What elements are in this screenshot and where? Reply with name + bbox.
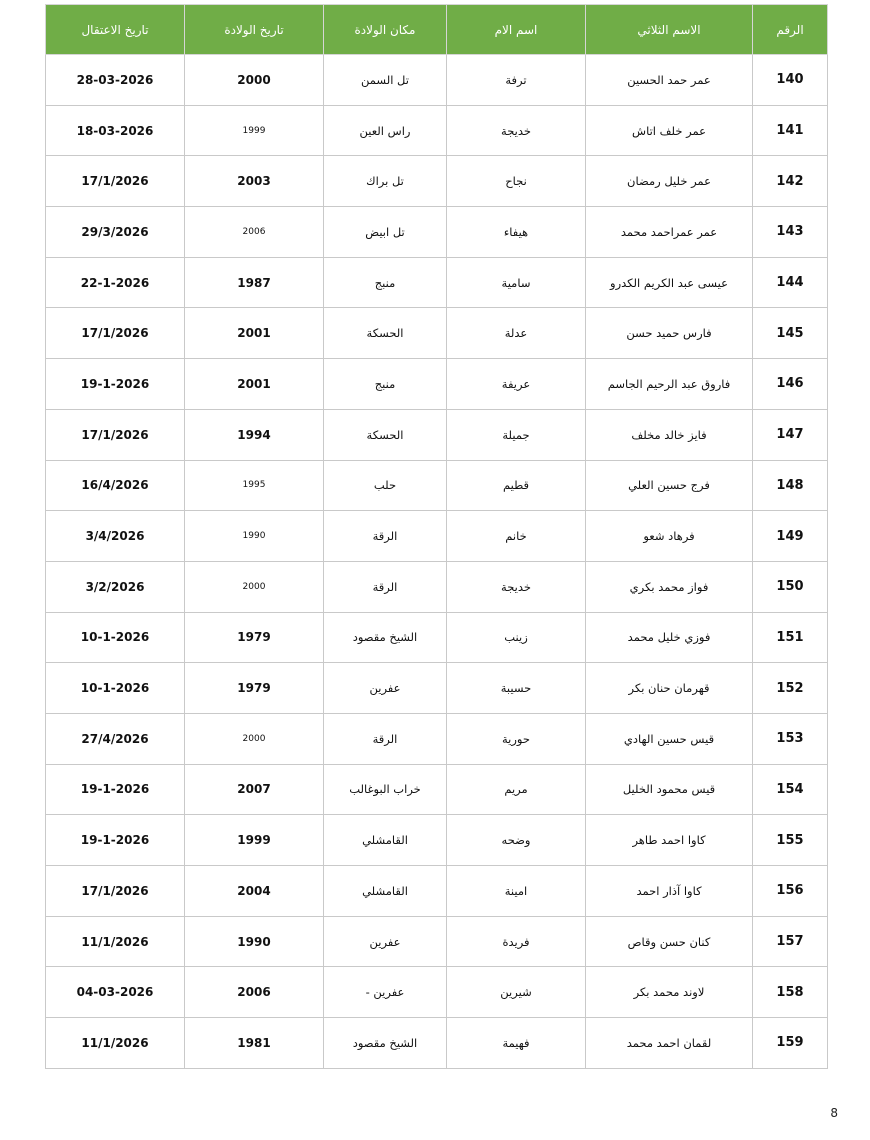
cell-birthplace: عفرين	[324, 916, 447, 967]
cell-birthplace: عفرين	[324, 663, 447, 714]
cell-arrest-date: 11/1/2026	[46, 916, 185, 967]
table-row	[46, 257, 828, 308]
cell-full-name: فايز خالد مخلف	[586, 409, 753, 460]
cell-birthdate: 2003	[185, 156, 324, 207]
cell-number: 143	[753, 207, 828, 258]
cell-birthplace: منبج	[324, 359, 447, 410]
cell-birthplace: الشيخ مقصود	[324, 1018, 447, 1069]
header-birthplace: مكان الولادة	[324, 5, 447, 55]
cell-mother-name: خديجة	[447, 105, 586, 156]
cell-arrest-date: 10-1-2026	[46, 612, 185, 663]
table-row	[46, 713, 828, 764]
cell-arrest-date: 16/4/2026	[46, 460, 185, 511]
cell-mother-name: نجاح	[447, 156, 586, 207]
table-row	[46, 308, 828, 359]
cell-full-name: عمر خلف اتاش	[586, 105, 753, 156]
table-row	[46, 866, 828, 917]
header-arrest-date: تاريخ الاعتقال	[46, 5, 185, 55]
cell-arrest-date: 28-03-2026	[46, 55, 185, 106]
cell-full-name: عمر حمد الحسين	[586, 55, 753, 106]
cell-number: 145	[753, 308, 828, 359]
cell-full-name: فواز محمد بكري	[586, 561, 753, 612]
cell-birthplace: الحسكة	[324, 308, 447, 359]
cell-birthplace: عفرين -	[324, 967, 447, 1018]
table-row	[46, 511, 828, 562]
cell-full-name: كاوا آذار احمد	[586, 866, 753, 917]
cell-arrest-date: 17/1/2026	[46, 866, 185, 917]
cell-full-name: فوزي خليل محمد	[586, 612, 753, 663]
cell-birthdate: 1999	[185, 815, 324, 866]
cell-birthplace: الحسكة	[324, 409, 447, 460]
cell-full-name: عيسى عبد الكريم الكدرو	[586, 257, 753, 308]
cell-birthplace: الرقة	[324, 511, 447, 562]
header-mother-name: اسم الام	[447, 5, 586, 55]
cell-birthplace: القامشلي	[324, 815, 447, 866]
cell-mother-name: عريفة	[447, 359, 586, 410]
cell-arrest-date: 27/4/2026	[46, 713, 185, 764]
cell-full-name: فارس حميد حسن	[586, 308, 753, 359]
cell-full-name: فرهاد شعو	[586, 511, 753, 562]
cell-number: 153	[753, 713, 828, 764]
cell-mother-name: حسيبة	[447, 663, 586, 714]
table-row	[46, 663, 828, 714]
cell-birthdate: 1979	[185, 663, 324, 714]
cell-number: 141	[753, 105, 828, 156]
cell-birthdate: 2001	[185, 359, 324, 410]
table-header-row	[46, 5, 828, 55]
cell-mother-name: مريم	[447, 764, 586, 815]
cell-number: 151	[753, 612, 828, 663]
cell-birthplace: القامشلي	[324, 866, 447, 917]
table-row	[46, 815, 828, 866]
cell-arrest-date: 17/1/2026	[46, 409, 185, 460]
cell-birthdate: 1990	[185, 511, 324, 562]
cell-birthplace: الرقة	[324, 561, 447, 612]
table-row	[46, 460, 828, 511]
cell-arrest-date: 10-1-2026	[46, 663, 185, 714]
table-row	[46, 409, 828, 460]
header-birthdate: تاريخ الولادة	[185, 5, 324, 55]
cell-number: 156	[753, 866, 828, 917]
cell-arrest-date: 11/1/2026	[46, 1018, 185, 1069]
cell-birthdate: 1981	[185, 1018, 324, 1069]
cell-birthplace: خراب البوغالب	[324, 764, 447, 815]
cell-arrest-date: 17/1/2026	[46, 308, 185, 359]
cell-birthdate: 2000	[185, 713, 324, 764]
cell-birthdate: 1994	[185, 409, 324, 460]
cell-number: 154	[753, 764, 828, 815]
cell-mother-name: حورية	[447, 713, 586, 764]
cell-birthplace: راس العين	[324, 105, 447, 156]
cell-mother-name: شيرين	[447, 967, 586, 1018]
cell-arrest-date: 19-1-2026	[46, 359, 185, 410]
cell-number: 159	[753, 1018, 828, 1069]
cell-mother-name: هيفاء	[447, 207, 586, 258]
cell-arrest-date: 3/2/2026	[46, 561, 185, 612]
header-full-name: الاسم الثلاثي	[586, 5, 753, 55]
detainee-table	[45, 4, 828, 1069]
cell-birthplace: منبج	[324, 257, 447, 308]
cell-number: 157	[753, 916, 828, 967]
cell-full-name: قهرمان حنان بكر	[586, 663, 753, 714]
cell-mother-name: قطيم	[447, 460, 586, 511]
cell-number: 146	[753, 359, 828, 410]
cell-full-name: لقمان احمد محمد	[586, 1018, 753, 1069]
cell-mother-name: وضحه	[447, 815, 586, 866]
table-row	[46, 612, 828, 663]
cell-mother-name: عدلة	[447, 308, 586, 359]
cell-full-name: فرج حسين العلي	[586, 460, 753, 511]
cell-birthdate: 2000	[185, 55, 324, 106]
table-row	[46, 916, 828, 967]
cell-number: 155	[753, 815, 828, 866]
cell-birthdate: 1999	[185, 105, 324, 156]
cell-arrest-date: 04-03-2026	[46, 967, 185, 1018]
table-row	[46, 207, 828, 258]
cell-birthdate: 1979	[185, 612, 324, 663]
cell-arrest-date: 19-1-2026	[46, 815, 185, 866]
cell-birthplace: الرقة	[324, 713, 447, 764]
cell-number: 148	[753, 460, 828, 511]
cell-number: 142	[753, 156, 828, 207]
cell-number: 144	[753, 257, 828, 308]
cell-mother-name: سامية	[447, 257, 586, 308]
table-row	[46, 1018, 828, 1069]
cell-full-name: فاروق عبد الرحيم الجاسم	[586, 359, 753, 410]
table-row	[46, 561, 828, 612]
table-row	[46, 967, 828, 1018]
table-row	[46, 764, 828, 815]
cell-arrest-date: 29/3/2026	[46, 207, 185, 258]
cell-arrest-date: 3/4/2026	[46, 511, 185, 562]
cell-full-name: كاوا احمد طاهر	[586, 815, 753, 866]
cell-birthdate: 2000	[185, 561, 324, 612]
cell-birthdate: 2001	[185, 308, 324, 359]
cell-arrest-date: 18-03-2026	[46, 105, 185, 156]
cell-number: 150	[753, 561, 828, 612]
cell-number: 149	[753, 511, 828, 562]
cell-birthplace: الشيخ مقصود	[324, 612, 447, 663]
cell-mother-name: فريدة	[447, 916, 586, 967]
cell-birthdate: 1995	[185, 460, 324, 511]
cell-birthdate: 2006	[185, 967, 324, 1018]
cell-birthdate: 2007	[185, 764, 324, 815]
cell-mother-name: امينة	[447, 866, 586, 917]
cell-mother-name: فهيمة	[447, 1018, 586, 1069]
cell-birthplace: تل السمن	[324, 55, 447, 106]
cell-full-name: عمر عمراحمد محمد	[586, 207, 753, 258]
cell-birthdate: 2004	[185, 866, 324, 917]
table-row	[46, 359, 828, 410]
cell-birthdate: 1990	[185, 916, 324, 967]
table-row	[46, 156, 828, 207]
cell-mother-name: خديجة	[447, 561, 586, 612]
cell-number: 158	[753, 967, 828, 1018]
cell-birthdate: 2006	[185, 207, 324, 258]
cell-birthplace: تل براك	[324, 156, 447, 207]
page-number: 8	[830, 1106, 838, 1120]
cell-mother-name: خانم	[447, 511, 586, 562]
table-row	[46, 105, 828, 156]
cell-arrest-date: 17/1/2026	[46, 156, 185, 207]
table-row	[46, 55, 828, 106]
cell-full-name: لاوند محمد بكر	[586, 967, 753, 1018]
cell-birthplace: حلب	[324, 460, 447, 511]
cell-full-name: قيس حسين الهادي	[586, 713, 753, 764]
cell-full-name: كنان حسن وقاص	[586, 916, 753, 967]
cell-number: 147	[753, 409, 828, 460]
cell-full-name: عمر خليل رمضان	[586, 156, 753, 207]
cell-birthdate: 1987	[185, 257, 324, 308]
cell-mother-name: زينب	[447, 612, 586, 663]
cell-arrest-date: 22-1-2026	[46, 257, 185, 308]
cell-mother-name: ترفة	[447, 55, 586, 106]
cell-full-name: قيس محمود الخليل	[586, 764, 753, 815]
cell-birthplace: تل ابيض	[324, 207, 447, 258]
cell-number: 152	[753, 663, 828, 714]
header-number: الرقم	[753, 5, 828, 55]
cell-arrest-date: 19-1-2026	[46, 764, 185, 815]
cell-mother-name: جميلة	[447, 409, 586, 460]
cell-number: 140	[753, 55, 828, 106]
